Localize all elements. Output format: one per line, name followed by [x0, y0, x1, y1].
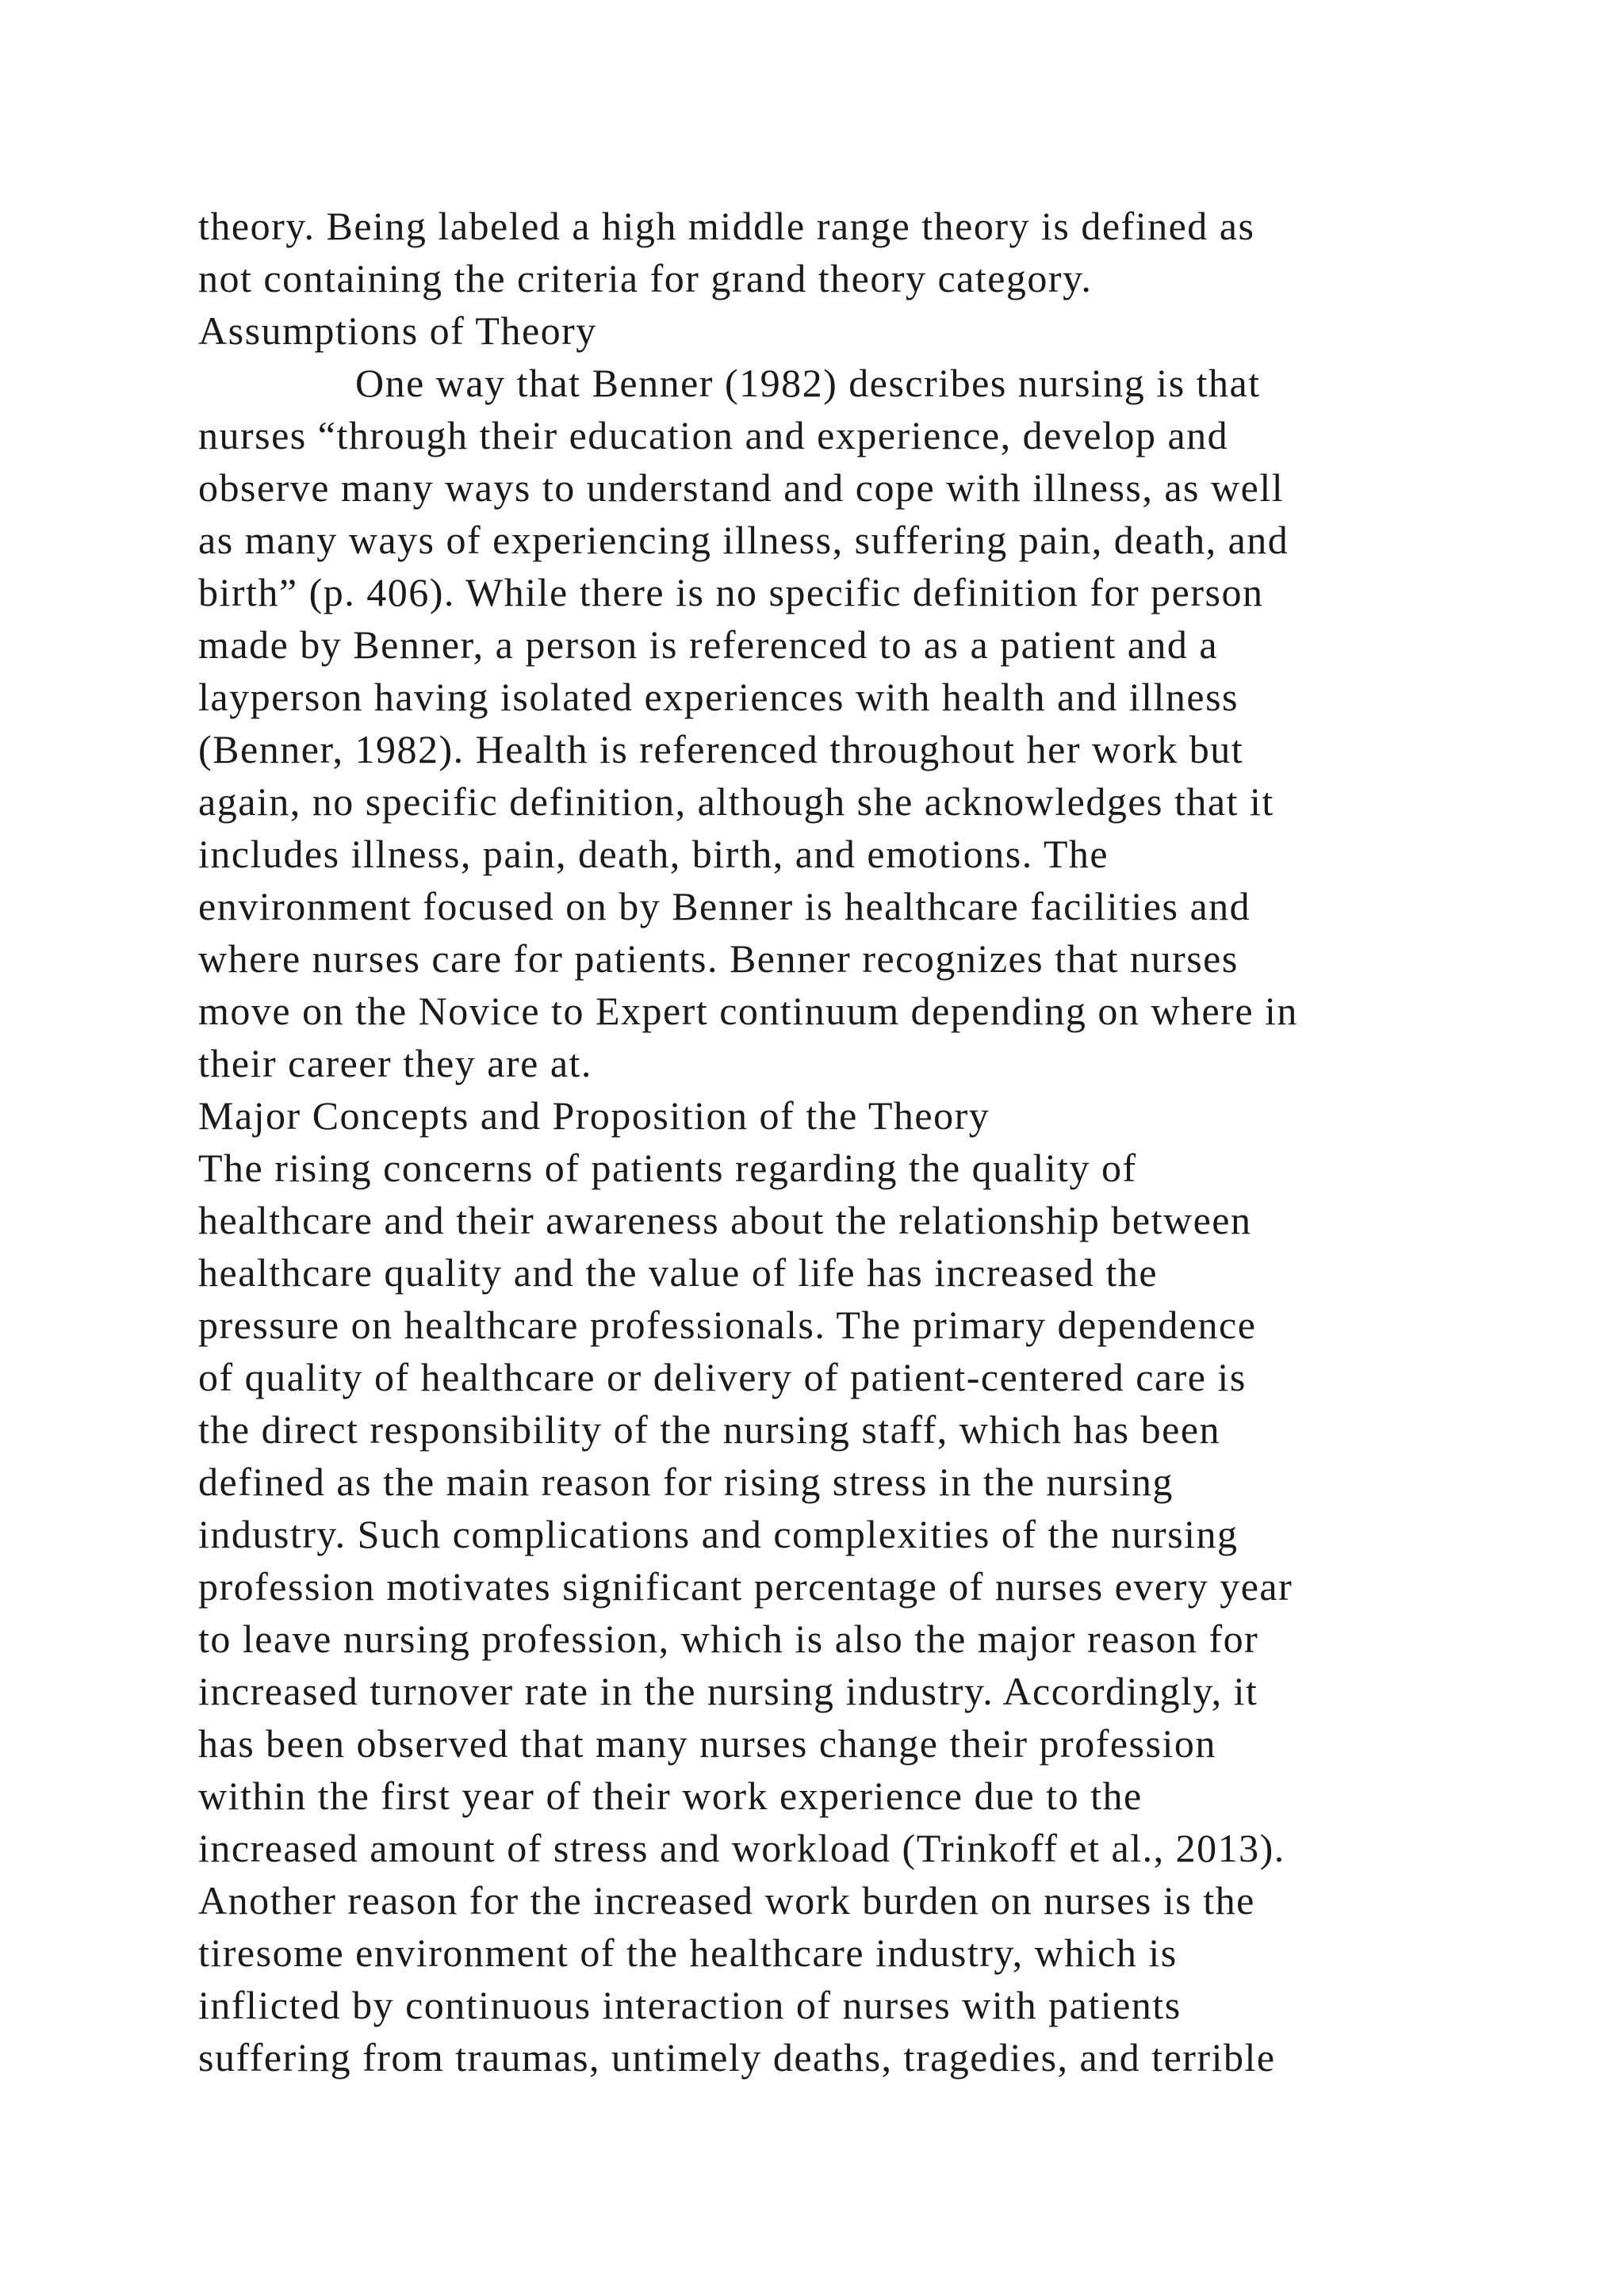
document-page	[198, 200, 1435, 2084]
text-line: as many ways of experiencing illness, suffering pain, death, and	[198, 518, 1289, 562]
text-line: of quality of healthcare or delivery of patient-centered care is	[198, 1355, 1247, 1399]
section-heading-major-concepts: Major Concepts and Proposition of the Theory	[198, 1093, 990, 1138]
text-line: observe many ways to understand and cope with illness, as well	[198, 465, 1285, 510]
text-line: has been observed that many nurses change their profession	[198, 1721, 1216, 1766]
text-line: One way that Benner (1982) describes nursing is that	[355, 361, 1261, 405]
text-line: their career they are at.	[198, 1041, 592, 1085]
text-line: environment focused on by Benner is healthcare facilities and	[198, 884, 1251, 928]
section-heading-assumptions: Assumptions of Theory	[198, 308, 597, 353]
text-line: pressure on healthcare professionals. The primary dependence	[198, 1303, 1257, 1347]
text-line: Another reason for the increased work burden on nurses is the	[198, 1878, 1255, 1923]
text-line: increased amount of stress and workload (Trinkoff et al., 2013).	[198, 1826, 1285, 1870]
text-line: where nurses care for patients. Benner recognizes that nurses	[198, 936, 1239, 981]
text-line: defined as the main reason for rising stress in the nursing	[198, 1460, 1174, 1504]
text-line: theory. Being labeled a high middle range theory is defined as	[198, 204, 1255, 248]
text-line: birth” (p. 406). While there is no specific definition for person	[198, 570, 1264, 614]
text-line: layperson having isolated experiences with health and illness	[198, 675, 1239, 719]
text-line: (Benner, 1982). Health is referenced throughout her work but	[198, 727, 1244, 771]
text-line: healthcare quality and the value of life has increased the	[198, 1250, 1159, 1295]
text-line: within the first year of their work experience due to the	[198, 1774, 1143, 1818]
text-line: includes illness, pain, death, birth, and emotions. The	[198, 832, 1109, 876]
text-line: again, no specific definition, although she acknowledges that it	[198, 779, 1274, 824]
text-line: tiresome environment of the healthcare industry, which is	[198, 1931, 1178, 1975]
text-line: industry. Such complications and complexities of the nursing	[198, 1512, 1239, 1556]
text-line: healthcare and their awareness about the relationship between	[198, 1198, 1252, 1242]
text-line: suffering from traumas, untimely deaths, tragedies, and terrible	[198, 2035, 1276, 2080]
text-line: The rising concerns of patients regarding the quality of	[198, 1146, 1137, 1190]
text-line: inflicted by continuous interaction of nurses with patients	[198, 1983, 1182, 2027]
text-line: not containing the criteria for grand theory category.	[198, 256, 1093, 300]
text-line: profession motivates significant percentage of nurses every year	[198, 1564, 1293, 1609]
text-line: the direct responsibility of the nursing staff, which has been	[198, 1407, 1221, 1452]
text-line: increased turnover rate in the nursing industry. Accordingly, it	[198, 1669, 1258, 1713]
text-line: made by Benner, a person is referenced to as a patient and a	[198, 622, 1219, 667]
text-line: nurses “through their education and experience, develop and	[198, 413, 1229, 457]
text-line: move on the Novice to Expert continuum depending on where in	[198, 989, 1298, 1033]
text-line: to leave nursing profession, which is also the major reason for	[198, 1617, 1259, 1661]
